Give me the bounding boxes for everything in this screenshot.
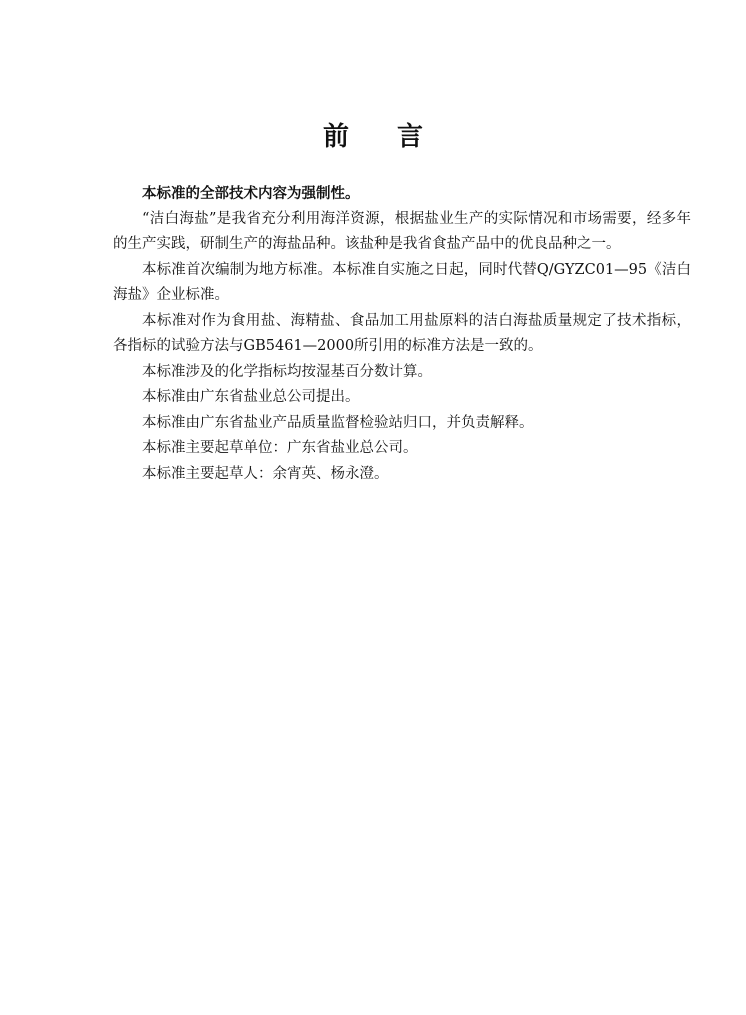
page-title	[0, 116, 746, 153]
title-char-1: 前	[322, 122, 349, 152]
paragraph-background: “洁白海盐”是我省充分利用海洋资源，根据盐业生产的实际情况和市场需要，经多年的生产实践，研制生产的海盐品种。该盐种是我省食盐产品中的优良品种之一。	[113, 210, 691, 252]
paragraph-responsible: 本标准由广东省盐业产品质量监督检验站归口，并负责解释。	[142, 414, 534, 431]
title-char-2: 言	[396, 122, 423, 152]
paragraph-scope: 本标准对作为食用盐、海精盐、食品加工用盐原料的洁白海盐质量规定了技术指标，各指标的试验方法与GB5461—2000所引用的标准方法是一致的。	[113, 312, 691, 354]
paragraph-mandatory: 本标准的全部技术内容为强制性。	[142, 185, 360, 202]
paragraph-calculation: 本标准涉及的化学指标均按湿基百分数计算。	[142, 363, 432, 380]
paragraph-drafters: 本标准主要起草人：余宵英、杨永澄。	[142, 465, 389, 482]
paragraph-proposer: 本标准由广东省盐业总公司提出。	[142, 389, 360, 405]
paragraph-drafting-unit: 本标准主要起草单位：广东省盐业总公司。	[142, 440, 418, 456]
foreword-body	[113, 181, 691, 487]
paragraph-replacement: 本标准首次编制为地方标准。本标准自实施之日起，同时代替Q/GYZC01—95《洁白海盐》企业标准。	[113, 261, 691, 303]
